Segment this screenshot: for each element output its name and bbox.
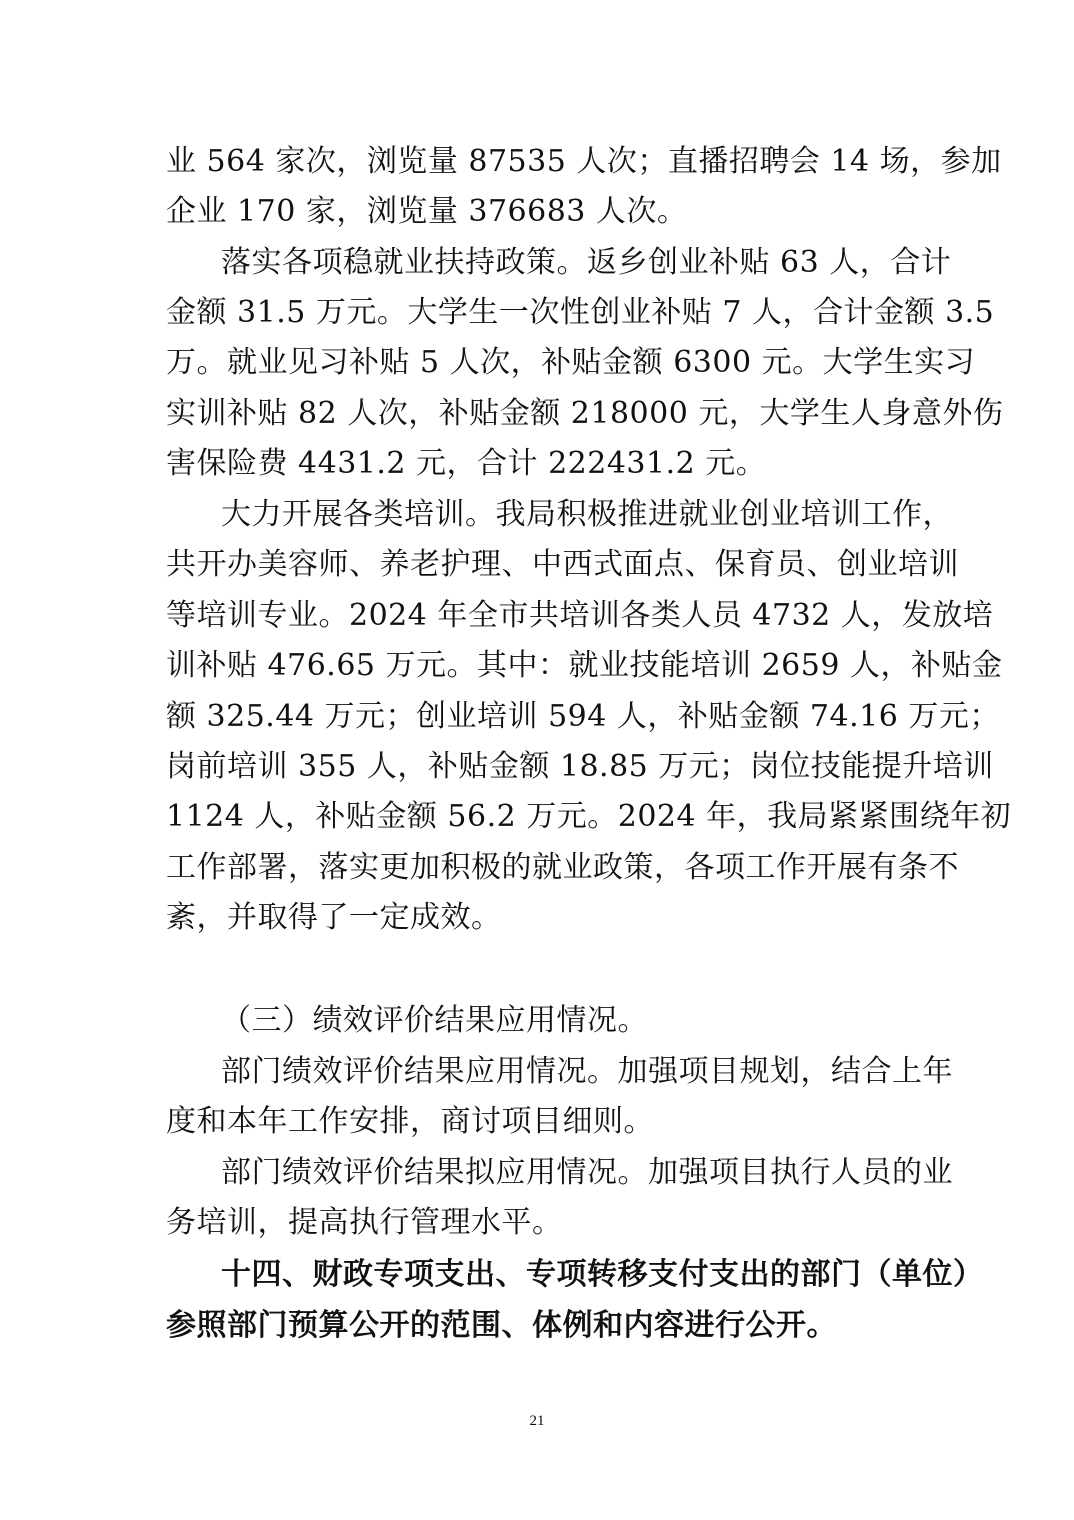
text-line: 企业 170 家，浏览量 376683 人次。 (166, 194, 688, 229)
text-line: 害保险费 4431.2 元，合计 222431.2 元。 (166, 446, 767, 481)
text-line: 训补贴 476.65 万元。其中：就业技能培训 2659 人，补贴金 (166, 648, 1003, 683)
paragraph-start: 部门绩效评价结果应用情况。加强项目规划，结合上年 (221, 1054, 953, 1089)
text-line: 共开办美容师、养老护理、中西式面点、保育员、创业培训 (166, 547, 959, 582)
text-line: 等培训专业。2024 年全市共培训各类人员 4732 人，发放培 (166, 598, 994, 633)
text-line: 紊，并取得了一定成效。 (166, 900, 502, 935)
bold-heading: 参照部门预算公开的范围、体例和内容进行公开。 (166, 1308, 837, 1343)
page-number: 21 (529, 1413, 545, 1429)
text-line: 岗前培训 355 人，补贴金额 18.85 万元；岗位技能提升培训 (166, 749, 994, 784)
text-line: 度和本年工作安排，商讨项目细则。 (166, 1104, 654, 1139)
paragraph-start: 落实各项稳就业扶持政策。返乡创业补贴 63 人，合计 (221, 245, 952, 280)
section-heading: （三）绩效评价结果应用情况。 (221, 1003, 648, 1038)
text-line: 万。就业见习补贴 5 人次，补贴金额 6300 元。大学生实习 (166, 345, 976, 380)
text-line: 1124 人，补贴金额 56.2 万元。2024 年，我局紧紧围绕年初 (166, 799, 1012, 834)
bold-heading: 十四、财政专项支出、专项转移支付支出的部门（单位） (221, 1257, 984, 1292)
paragraph-start: 大力开展各类培训。我局积极推进就业创业培训工作， (221, 497, 953, 532)
paragraph-start: 部门绩效评价结果拟应用情况。加强项目执行人员的业 (221, 1155, 953, 1190)
text-line: 业 564 家次，浏览量 87535 人次；直播招聘会 14 场，参加 (166, 144, 1002, 179)
text-line: 实训补贴 82 人次，补贴金额 218000 元，大学生人身意外伤 (166, 396, 1004, 431)
text-line: 务培训，提高执行管理水平。 (166, 1205, 563, 1240)
text-line: 额 325.44 万元；创业培训 594 人，补贴金额 74.16 万元； (166, 699, 1000, 734)
text-line: 工作部署，落实更加积极的就业政策，各项工作开展有条不 (166, 850, 959, 885)
text-line: 金额 31.5 万元。大学生一次性创业补贴 7 人，合计金额 3.5 (166, 295, 995, 330)
